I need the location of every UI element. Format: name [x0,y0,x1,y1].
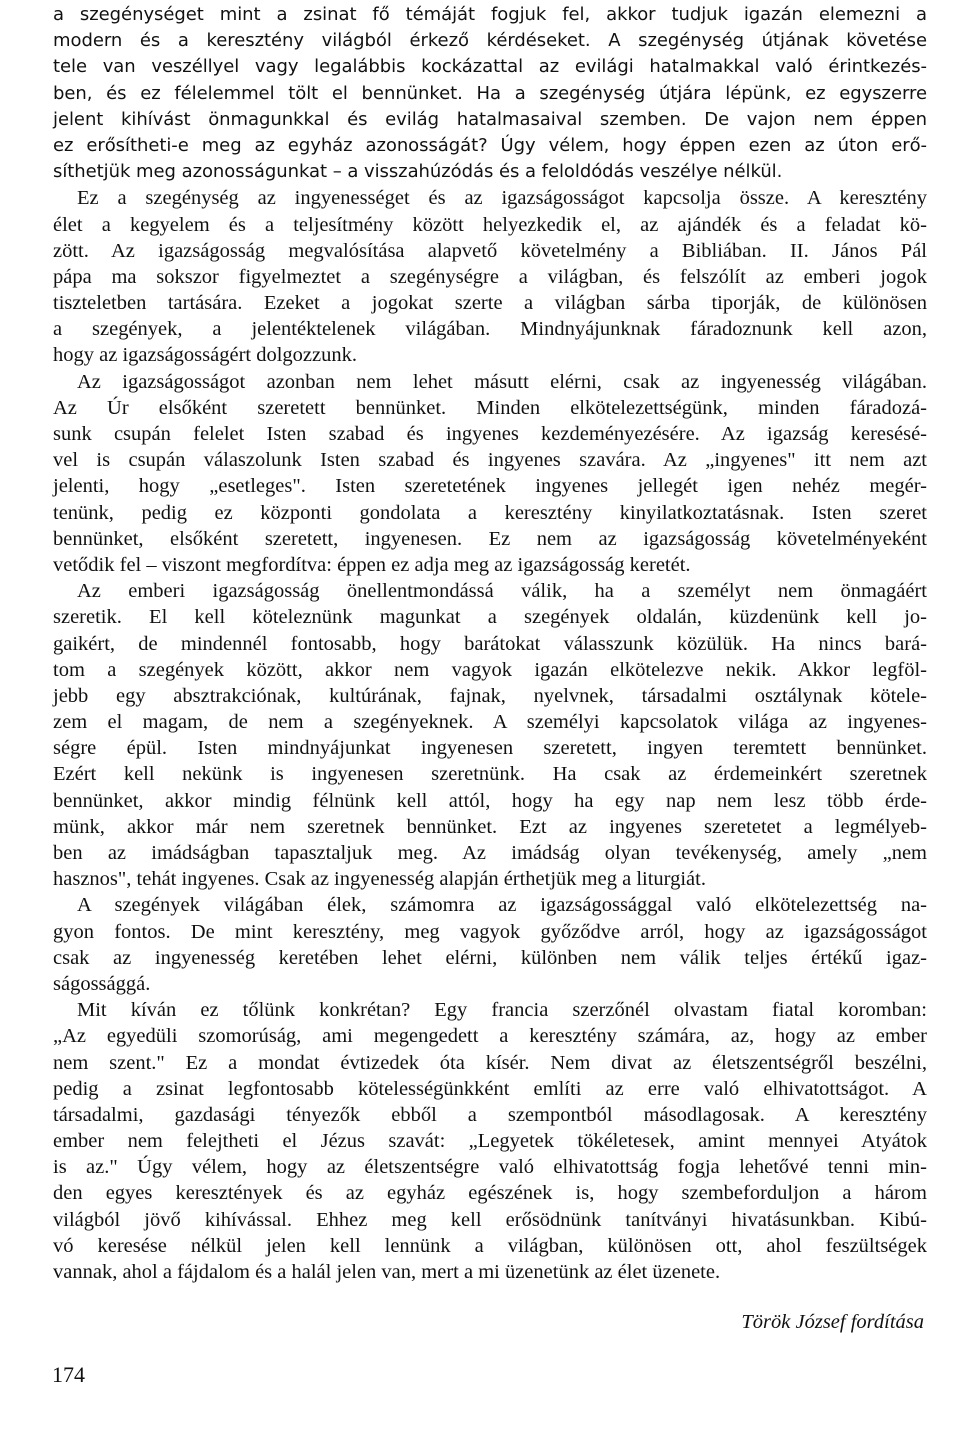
text-line: ember nem felejtheti el Jézus szavát: „Legyetek tökéletesek, amint mennyei Atyátok [53,1130,927,1153]
text-line: a szegénységet mint a zsinat fő témáját fogjuk fel, akkor tudjuk igazán elemezni a [53,4,927,25]
text-line: hasznos", tehát ingyenes. Csak az ingyenesség alapján érthetjük meg a liturgiát. [53,868,706,891]
text-line: Ezért kell nekünk is ingyenesen szeretnünk. Ha csak az érdemeinkért szeretnek [53,763,927,786]
text-line: tom a szegények között, akkor nem vagyok igazán elkötelezve nekik. Akkor legföl- [53,658,927,681]
text-line: síthetjük meg azonosságunkat – a visszahúzódás és a feloldódás veszélye nélkül. [53,161,783,183]
text-line: Az emberi igazságosság önellentmondássá válik, ha a személyt nem önmagáért [77,580,927,603]
text-line: tele van veszéllyel vagy legalábbis kockázattal az evilági hatalmakkal való érintkezés- [53,56,927,78]
text-line: bennünket, elsőként szeretett, ingyenesen. Ez nem az igazságosság követelményeként [53,527,927,550]
text-line: szeretik. El kell köteleznünk magunkat a szegények oldalán, küzdenünk kell jo- [53,606,927,629]
text-line: hogy az igazságosságért dolgozzunk. [53,344,357,367]
text-line: ez erősítheti-e meg az egyház azonosságát? Úgy vélem, hogy éppen ezen az úton erő- [53,134,927,156]
text-line: Az Úr elsőként szeretett bennünket. Minden elkötelezettségünk, minden fáradozá- [53,396,927,419]
text-line: pedig a zsinat legfontosabb kötelességünkként említi az erre való elhivatottságot. A [53,1077,927,1100]
text-line: vel is csupán válaszolunk Isten szabad és ingyenes szavára. Az „ingyenes" itt nem azt [53,449,927,472]
text-line: zött. Az igazságosság megvalósítása alapvető követelmény a Bibliában. II. János Pál [53,239,927,262]
text-line: vetődik fel – viszont megfordítva: éppen ez adja meg az igazságosság keretét. [53,553,691,576]
text-line: zem el magam, de nem a szegényeknek. A személyi kapcsolatok világa az ingyenes- [53,711,927,734]
text-line: vó keresése nélkül jelen kell lennünk a világban, különösen ott, ahol feszültségek [53,1234,927,1257]
text-line: „Az egyedüli szomorúság, ami megengedett a keresztény számára, az, hogy az ember [53,1025,927,1048]
text-line: jelenti, hogy „esetleges". Isten szeretetének ingyenes jellegét igen nehéz megér- [53,475,927,498]
text-line: ben az imádságban tapasztaljuk meg. Az imádság olyan tevékenység, amely „nem [53,842,927,864]
text-line: A szegények világában élek, számomra az igazságossággal való elkötelezettség na- [77,894,927,917]
text-line: Ez a szegénység az ingyenességet és az igazságosságot kapcsolja össze. A keresztény [77,187,927,210]
text-line: ségre épül. Isten mindnyájunkat ingyenesen szeretett, ingyen teremtett bennünket. [53,737,927,760]
text-line: bennünket, akkor mindig félnünk kell attól, hogy ha egy nap nem lesz több érde- [53,789,927,812]
page-number: 174 [52,1362,85,1387]
text-line: gyon fontos. De mint keresztény, meg vagyok győződve arról, hogy az igazságosságot [53,920,927,943]
text-line: a szegények, a jelentéktelenek világában. Mindnyájunknak fáradoznunk kell azon, [53,318,927,341]
text-line: pápa ma sokszor figyelmeztet a szegénységre a világban, és felszólít az emberi jogok [53,265,927,288]
text-line: Mit kíván ez tőlünk konkrétan? Egy francia szerzőnél olvastam fiatal koromban: [77,999,927,1022]
text-line: ben, és ez félelemmel tölt el bennünket. Ha a szegénység útjára lépünk, ez egyszerre [53,82,927,104]
text-line: élet a kegyelem és a teljesítmény között helyezkedik el, az ajándék és a feladat kö- [53,213,927,236]
text-line: Az igazságosságot azonban nem lehet másutt elérni, csak az ingyenesség világában. [77,370,927,393]
text-line: modern és a keresztény világból érkező kérdéseket. A szegénység útjának követése [53,30,927,52]
text-line: világból jövő kihívással. Ehhez meg kell erősödnünk tanítványi hivatásunkban. Kibú- [53,1208,927,1231]
text-line: vannak, ahol a fájdalom és a halál jelen van, mert a mi üzenetünk az élet üzenete. [53,1261,721,1283]
text-line: den egyes keresztények és az egyház egészének is, hogy szembeforduljon a három [53,1182,927,1205]
article-body [53,2,927,1285]
text-line: jelent kihívást önmagunkkal és evilág hatalmasaival szemben. De vajon nem éppen [53,108,927,130]
text-line: jebb egy absztrakciónak, kultúrának, fajnak, nyelvnek, társadalmi osztálynak kötele- [53,684,927,707]
text-line: csak az ingyenesség keretében lehet elérni, különben nem válik teljes értékű igaz- [53,946,927,969]
text-line: ságossággá. [53,972,151,995]
text-line: münk, akkor már nem szeretnek bennünket. Ezt az ingyenes szeretetet a legmélyeb- [53,815,927,838]
text-line: tenünk, pedig ez központi gondolata a keresztény kinyilatkoztatásnak. Isten szeret [53,501,927,524]
text-line: társadalmi, gazdasági tényezők ebből a szempontból másodlagosak. A keresztény [53,1103,927,1126]
text-line: tiszteletben tartására. Ezeket a jogokat szerte a világban sárba tiporják, de különösen [53,292,927,315]
text-line: gaikért, de mindennél fontosabb, hogy barátokat válasszunk közülük. Ha nincs bará- [53,632,927,655]
text-line: nem szent." Ez a mondat évtizedek óta kísér. Nem divat az életszentségről beszélni, [53,1051,927,1074]
text-line: is az." Úgy vélem, hogy az életszentségre való elhivatottság fogja lehetővé tenni min- [53,1156,927,1179]
text-line: sunk csupán felelet Isten szabad és ingyenes kezdeményezésére. Az igazság keresésé- [53,423,927,445]
translator-credit: Török József fordítása [741,1311,924,1333]
